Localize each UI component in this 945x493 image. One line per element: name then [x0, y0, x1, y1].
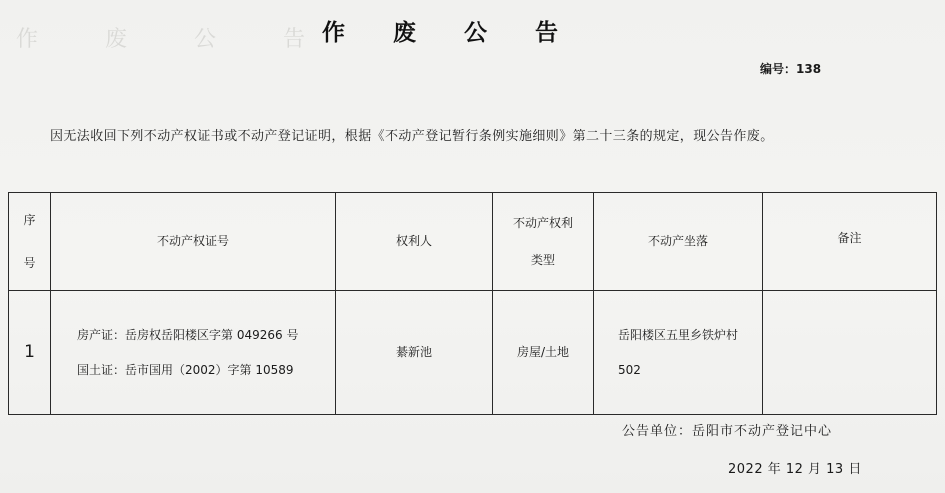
- row-location: [594, 291, 763, 415]
- row-cert-line2: 国土证：岳市国用（2002）字第 10589: [77, 363, 294, 377]
- row-right-type: 房屋/土地: [493, 291, 594, 415]
- table-header-row: [9, 193, 937, 291]
- row-location-line2: 502: [618, 362, 641, 377]
- header-seq-line1: 序: [23, 212, 36, 227]
- bleed-through-text: 作 废 公 告: [16, 27, 335, 52]
- header-seq: [9, 193, 51, 291]
- notice-date: 2022 年 12 月 13 日: [728, 462, 862, 477]
- intro-paragraph: 因无法收回下列不动产权证书或不动产登记证明，根据《不动产登记暂行条例实施细则》第二十三条的规定，现公告作废。: [50, 129, 774, 144]
- header-cert-no: 不动产权证号: [51, 193, 336, 291]
- header-location: 不动产坐落: [594, 193, 763, 291]
- table-row: [9, 291, 937, 415]
- row-location-line1: 岳阳楼区五里乡铁炉村: [618, 328, 739, 343]
- row-remarks: [763, 291, 937, 415]
- serial-value: 138: [796, 62, 822, 76]
- header-right-type: [493, 193, 594, 291]
- serial-number: [760, 60, 821, 77]
- row-seq: 1: [9, 291, 51, 415]
- issuing-unit: 公告单位：岳阳市不动产登记中心: [622, 424, 833, 439]
- row-holder: 綦新池: [336, 291, 493, 415]
- header-seq-line2: 号: [23, 256, 36, 271]
- serial-label: 编号：: [760, 62, 797, 76]
- page-title: 作 废 公 告: [321, 20, 579, 46]
- header-holder: 权利人: [336, 193, 493, 291]
- void-notice-table: [8, 192, 937, 415]
- row-cert-line1: 房产证：岳房权岳阳楼区字第 049266 号: [77, 327, 299, 342]
- row-cert-no: [51, 291, 336, 415]
- header-type-line2: 类型: [530, 253, 555, 268]
- header-remarks: 备注: [763, 193, 937, 291]
- header-type-line1: 不动产权利: [512, 215, 573, 230]
